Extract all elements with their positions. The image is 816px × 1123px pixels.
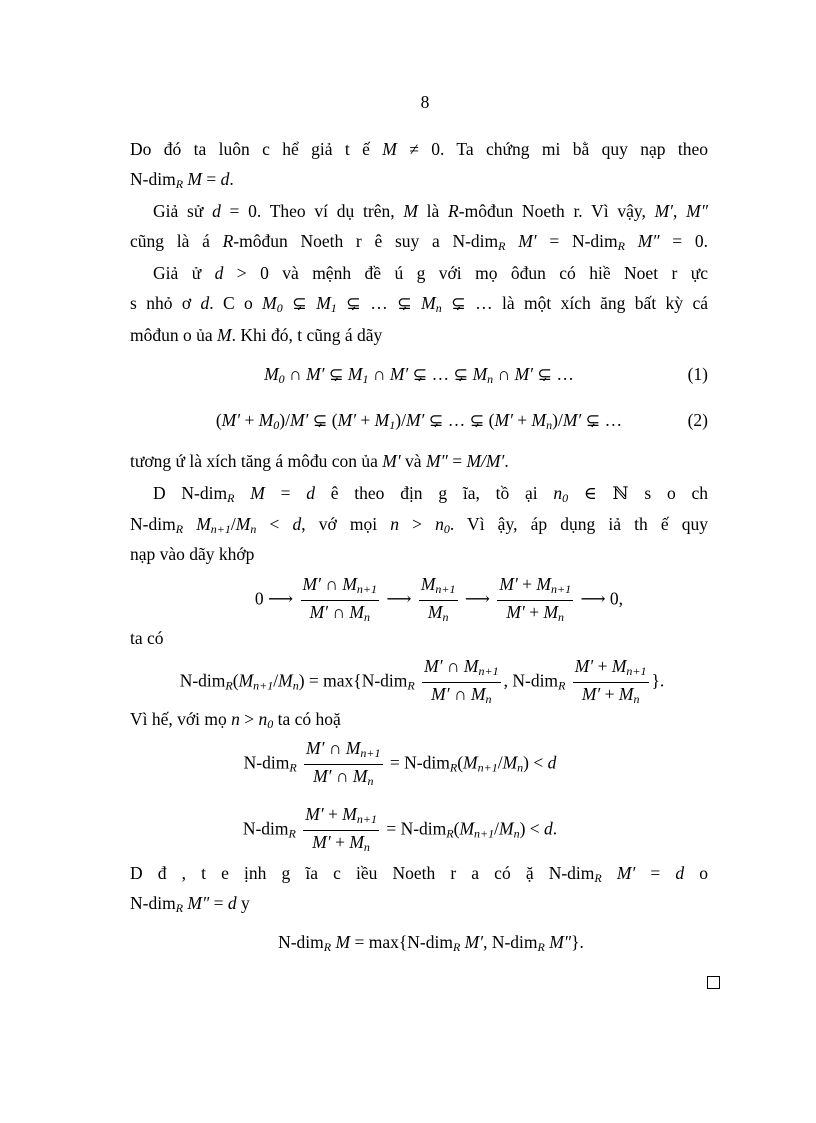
math-symbol: M — [502, 752, 518, 773]
math-symbol: n — [390, 514, 399, 534]
math-symbol: M — [531, 410, 547, 430]
text-run: + — [517, 574, 537, 594]
text-run: ∩ — [284, 364, 307, 384]
math-subscript: n+1 — [253, 678, 274, 693]
fraction-numerator — [419, 573, 458, 601]
math-subscript: n — [250, 522, 257, 536]
text-run: = N-dim — [536, 231, 618, 251]
math-symbol: M — [543, 602, 559, 622]
math-symbol: M′ — [574, 656, 594, 676]
text-run: ≠ 0. Ta chứng mi bằ quy nạp theo — [396, 139, 708, 159]
math-symbol: M — [470, 684, 486, 704]
page-number: 8 — [420, 92, 430, 112]
math-symbol: d — [227, 893, 237, 913]
text-run: -môđun Noeth r. Vì vậy, — [458, 201, 655, 221]
math-symbol: d — [547, 752, 557, 773]
math-subscript: 0 — [276, 301, 283, 315]
text-run: = 0. — [659, 231, 709, 251]
text-line — [130, 450, 708, 472]
text-run: = — [635, 863, 676, 883]
math-symbol: M — [374, 410, 390, 430]
math-subscript: n+1 — [356, 812, 377, 826]
math-subscript: n+1 — [356, 582, 377, 596]
math-symbol: M — [217, 325, 232, 345]
text-run: ⊊ — [282, 293, 317, 313]
math-subscript: n — [558, 610, 565, 624]
text-run: ( — [457, 752, 464, 773]
fraction-numerator — [304, 737, 382, 765]
math-fraction — [304, 737, 382, 792]
math-symbol: M′ — [431, 684, 450, 704]
text-run: 0 ⟶ — [254, 588, 298, 609]
text-run: môđun o ủa — [130, 325, 218, 345]
math-symbol: M — [382, 139, 397, 159]
equation-body — [264, 364, 574, 384]
math-subscript: 0 — [443, 522, 450, 536]
text-run: = — [447, 451, 467, 471]
text-line — [130, 708, 708, 735]
math-symbol: M″ — [686, 201, 709, 221]
text-run: N-dim — [278, 932, 324, 952]
math-symbol: M — [264, 364, 279, 384]
text-run: . — [504, 451, 509, 471]
text-line — [130, 230, 708, 257]
text-run: < — [256, 514, 293, 534]
text-run: -môđun Noeth r ê suy a N-dim — [233, 231, 499, 251]
math-symbol: M′ — [302, 574, 321, 594]
text-run: o — [684, 863, 709, 883]
fraction-numerator — [301, 573, 379, 601]
equation-number: (1) — [687, 364, 708, 384]
math-symbol: d — [212, 201, 221, 221]
text-run: )/ — [552, 410, 563, 430]
math-subscript: R — [452, 940, 461, 954]
text-run: ) = max{N-dim — [298, 670, 408, 691]
math-symbol: M″ — [425, 451, 448, 471]
text-run: D N-dim — [153, 483, 228, 503]
math-subscript: 1 — [362, 372, 369, 386]
math-symbol: M′ — [562, 410, 582, 430]
math-subscript: R — [175, 522, 184, 536]
text-run: / — [494, 818, 500, 839]
math-symbol: M — [250, 483, 265, 503]
math-subscript: n+1 — [478, 664, 499, 678]
math-symbol: M″ — [637, 231, 660, 251]
text-run: Vì hế, với mọ — [130, 709, 232, 729]
text-line — [130, 482, 708, 509]
math-symbol: M′ — [306, 364, 325, 384]
math-symbol: M — [463, 752, 478, 773]
math-subscript: n — [363, 840, 370, 854]
text-run: + — [356, 410, 375, 430]
text-run: ∩ — [324, 738, 346, 758]
math-symbol: M — [347, 364, 363, 384]
math-symbol: M′ — [464, 932, 484, 952]
text-run: N-dim — [179, 670, 226, 691]
text-run: + — [512, 410, 532, 430]
fraction-denominator — [310, 831, 372, 858]
text-run: ⟶ — [460, 588, 495, 609]
math-subscript: n — [363, 610, 370, 624]
text-run: )/ — [395, 410, 406, 430]
text-run: , vớ mọi — [301, 514, 391, 534]
math-symbol: M — [235, 514, 251, 534]
text-run: > — [398, 514, 436, 534]
math-symbol: M — [403, 201, 418, 221]
math-symbol: M — [349, 602, 364, 622]
math-fraction — [301, 573, 379, 628]
text-run: }. — [571, 932, 584, 952]
math-subscript: R — [407, 678, 415, 693]
math-symbol: M′ — [581, 684, 601, 704]
math-symbol: n — [553, 483, 563, 503]
text-run: . Vì ậy, áp dụng iả th ế quy — [449, 514, 709, 534]
text-run: ⊊ ( — [308, 410, 338, 430]
text-run: y — [236, 893, 250, 913]
math-symbol: M — [463, 656, 479, 676]
text-run: và — [400, 451, 426, 471]
math-symbol: M — [316, 293, 331, 313]
text-run: ⊊ … — [532, 364, 574, 384]
math-symbol: M — [342, 804, 357, 824]
text-run: ⊊ … — [581, 410, 623, 430]
text-run: N-dim — [242, 818, 289, 839]
text-run: = max{N-dim — [350, 932, 453, 952]
text-run: D đ , t e ịnh g ĩa c iều Noeth r a có ặ N-dim — [130, 863, 595, 883]
math-symbol: M — [472, 364, 488, 384]
text-run: Giả ử — [153, 263, 215, 283]
math-subscript: n — [513, 826, 520, 841]
text-run: > — [239, 709, 259, 729]
text-line — [130, 292, 708, 319]
text-run: ) < — [523, 752, 548, 773]
text-line — [130, 513, 708, 540]
text-run: )/ — [279, 410, 290, 430]
math-symbol: M′ — [305, 804, 324, 824]
text-run: ⊊ … ⊊ — [336, 293, 422, 313]
math-subscript: n — [546, 418, 553, 432]
math-subscript: R — [175, 177, 184, 191]
math-symbol: M — [335, 932, 351, 952]
text-run: = N-dim — [381, 818, 447, 839]
math-symbol: d — [214, 263, 224, 283]
text-run: ∩ — [320, 574, 343, 594]
text-run: = N-dim — [385, 752, 450, 773]
math-subscript: R — [225, 678, 233, 693]
math-subscript: R — [289, 760, 297, 775]
math-subscript: n — [442, 610, 449, 624]
math-symbol: R — [222, 231, 234, 251]
equation-conclusion — [142, 932, 720, 955]
text-run: cũng là á — [130, 231, 223, 251]
text-run: . Khi đó, t cũng á dãy — [231, 325, 383, 345]
text-run: ( — [215, 410, 222, 430]
math-subscript: 1 — [389, 418, 396, 432]
math-symbol: M — [238, 670, 254, 691]
math-symbol: M′ — [221, 410, 241, 430]
math-symbol: M″ — [187, 893, 210, 913]
text-run: ∩ — [493, 364, 515, 384]
text-run: > 0 và mệnh đề ú g với mọ ôđun có hiề Noet r ực — [223, 263, 708, 283]
text-run — [625, 231, 638, 251]
text-line — [130, 168, 708, 195]
text-run: ) < — [519, 818, 545, 839]
text-run: ∩ — [331, 766, 353, 786]
text-run: = — [264, 483, 307, 503]
math-symbol: M′ — [313, 766, 332, 786]
math-symbol: M′ — [389, 364, 409, 384]
math-symbol: d — [292, 514, 302, 534]
text-line — [130, 862, 708, 889]
text-run — [415, 671, 419, 691]
text-run: tương ứ là xích tăng á môđu con ủa — [130, 451, 383, 471]
text-run: , N-dim — [503, 670, 559, 691]
math-subscript: n — [367, 774, 374, 788]
text-run: ∈ ℕ s o ch — [568, 483, 709, 503]
equation-2 — [130, 410, 708, 433]
math-subscript: n — [485, 692, 492, 706]
text-run: Giả sử — [153, 201, 213, 221]
math-symbol: M″ — [549, 932, 572, 952]
math-subscript: R — [323, 940, 332, 954]
text-run: ∩ — [442, 656, 464, 676]
qed-box-icon — [707, 976, 720, 989]
math-subscript: R — [498, 239, 506, 253]
text-run: }. — [651, 670, 665, 691]
text-line — [130, 543, 708, 565]
text-run: + — [330, 832, 350, 852]
math-symbol: M — [499, 818, 514, 839]
math-symbol: M — [196, 514, 211, 534]
math-symbol: M — [345, 738, 361, 758]
math-symbol: M — [342, 574, 357, 594]
math-subscript: n+1 — [626, 664, 647, 678]
math-symbol: M — [352, 766, 368, 786]
math-fraction — [303, 803, 379, 858]
math-subscript: R — [446, 826, 454, 841]
math-subscript: n — [292, 678, 299, 693]
math-symbol: M — [262, 293, 277, 313]
text-run: ⊊ … là một xích ăng bất kỳ cá — [441, 293, 708, 313]
text-run — [296, 819, 300, 839]
text-run: + — [600, 684, 619, 704]
math-symbol: M — [258, 410, 274, 430]
text-run: , — [673, 201, 687, 221]
text-line — [130, 262, 708, 284]
text-run: , N-dim — [483, 932, 538, 952]
text-run: = — [209, 893, 228, 913]
text-run — [183, 514, 196, 534]
math-subscript: R — [594, 871, 602, 885]
text-run — [602, 863, 617, 883]
math-subscript: n — [487, 372, 494, 386]
equation-number: (2) — [687, 410, 708, 430]
text-run: ∩ — [449, 684, 471, 704]
math-subscript: n+1 — [474, 826, 495, 841]
math-fraction — [573, 655, 649, 710]
text-run: ( — [453, 818, 460, 839]
math-symbol: M′ — [306, 738, 325, 758]
fraction-denominator — [311, 765, 375, 792]
math-symbol: M — [618, 684, 634, 704]
text-run: là — [417, 201, 449, 221]
text-run: ( — [232, 670, 239, 691]
text-run: + — [593, 656, 612, 676]
math-subscript: 0 — [278, 372, 285, 386]
text-run: ta có — [130, 628, 164, 648]
text-line — [130, 324, 708, 346]
text-run: ê theo địn g ĩa, tồ ại — [314, 483, 554, 503]
math-subscript: R — [227, 491, 235, 505]
text-run — [506, 231, 519, 251]
math-fraction — [419, 573, 458, 628]
fraction-denominator — [426, 601, 451, 628]
math-subscript: 1 — [330, 301, 337, 315]
fraction-denominator — [580, 683, 642, 710]
math-subscript: 0 — [273, 418, 280, 432]
text-run — [297, 753, 301, 773]
math-symbol: M′ — [424, 656, 443, 676]
text-run: nạp vào dãy khớp — [130, 544, 255, 564]
text-run — [234, 483, 250, 503]
text-line — [130, 627, 708, 649]
text-run: + — [240, 410, 259, 430]
math-symbol: n — [258, 709, 268, 729]
math-subscript: R — [558, 678, 566, 693]
fraction-numerator — [422, 655, 500, 683]
math-subscript: n — [633, 692, 640, 706]
text-run: . — [552, 818, 558, 839]
fraction-numerator — [497, 573, 573, 601]
math-symbol: n — [435, 514, 444, 534]
equation-max — [133, 655, 711, 710]
math-symbol: M′ — [616, 863, 636, 883]
text-run: N-dim — [130, 893, 176, 913]
text-run: / — [497, 752, 503, 773]
math-subscript: R — [175, 901, 184, 915]
math-symbol: n — [231, 709, 240, 729]
fraction-numerator — [303, 803, 379, 831]
math-subscript: n+1 — [360, 746, 381, 760]
text-run: + — [323, 804, 343, 824]
equation-sum — [130, 803, 670, 858]
text-run — [565, 671, 569, 691]
text-run: N-dim — [243, 752, 290, 773]
text-line — [130, 200, 708, 222]
text-run: N-dim — [130, 514, 176, 534]
math-subscript: 0 — [562, 491, 569, 505]
math-symbol: M′ — [518, 231, 537, 251]
text-run: = 0. Theo ví dụ trên, — [220, 201, 404, 221]
math-subscript: n+1 — [435, 582, 456, 596]
math-symbol: M′ — [506, 602, 525, 622]
exact-sequence — [150, 573, 728, 628]
text-run: ⟶ — [382, 588, 416, 609]
text-run: ta có hoặ — [273, 709, 341, 729]
math-symbol: M′ — [514, 364, 533, 384]
fraction-numerator — [573, 655, 649, 683]
math-symbol: M/M′ — [466, 451, 505, 471]
math-symbol: M — [459, 818, 475, 839]
text-run: Do đó ta luôn c hể giả t ế — [130, 139, 383, 159]
math-symbol: M — [420, 574, 436, 594]
equation-intersection — [130, 737, 670, 792]
math-symbol: d — [200, 293, 210, 313]
math-symbol: M′ — [405, 410, 425, 430]
text-run: ∩ — [327, 602, 350, 622]
math-symbol: d — [675, 863, 685, 883]
math-symbol: M — [611, 656, 627, 676]
text-run: ⊊ … ⊊ — [408, 364, 473, 384]
math-subscript: n+1 — [477, 760, 498, 775]
math-subscript: n+1 — [550, 582, 572, 596]
text-run: + — [524, 602, 544, 622]
math-fraction — [497, 573, 573, 628]
math-subscript: 0 — [267, 717, 274, 731]
fraction-denominator — [429, 683, 493, 710]
math-symbol: M — [421, 293, 436, 313]
math-symbol: R — [448, 201, 459, 221]
equation-body — [216, 410, 622, 430]
text-run: / — [230, 514, 236, 534]
math-symbol: M′ — [337, 410, 357, 430]
math-subscript: R — [537, 940, 545, 954]
math-symbol: M′ — [289, 410, 309, 430]
math-symbol: M — [427, 602, 443, 622]
math-subscript: n+1 — [210, 522, 231, 536]
math-symbol: M — [187, 169, 202, 189]
math-symbol: d — [544, 818, 553, 839]
math-symbol: d — [306, 483, 315, 503]
math-subscript: R — [288, 826, 296, 841]
math-subscript: n — [517, 760, 524, 775]
text-run: ⟶ 0, — [576, 588, 624, 609]
math-symbol: d — [220, 169, 230, 189]
text-run: ⊊ — [324, 364, 348, 384]
math-symbol: M′ — [494, 410, 513, 430]
equation-1 — [130, 364, 708, 387]
math-symbol: M′ — [312, 832, 331, 852]
text-line — [130, 892, 708, 919]
text-run: / — [273, 670, 279, 691]
math-symbol: M — [536, 574, 551, 594]
fraction-denominator — [308, 601, 372, 628]
math-subscript: n — [435, 301, 442, 315]
math-subscript: R — [449, 760, 458, 775]
text-run: = — [202, 169, 221, 189]
math-symbol: M′ — [654, 201, 674, 221]
math-subscript: R — [617, 239, 625, 253]
text-run: N-dim — [130, 169, 176, 189]
text-run: . — [229, 169, 234, 189]
math-symbol: M′ — [309, 602, 328, 622]
fraction-denominator — [504, 601, 566, 628]
math-fraction — [422, 655, 500, 710]
math-symbol: M — [278, 670, 293, 691]
text-run: ∩ — [368, 364, 390, 384]
math-symbol: M — [349, 832, 364, 852]
math-symbol: M′ — [499, 574, 518, 594]
text-run: ⊊ … ⊊ ( — [424, 410, 495, 430]
math-symbol: M′ — [382, 451, 401, 471]
text-run: . C o — [209, 293, 263, 313]
text-run: s nhỏ ơ — [130, 293, 201, 313]
text-line — [130, 138, 708, 160]
